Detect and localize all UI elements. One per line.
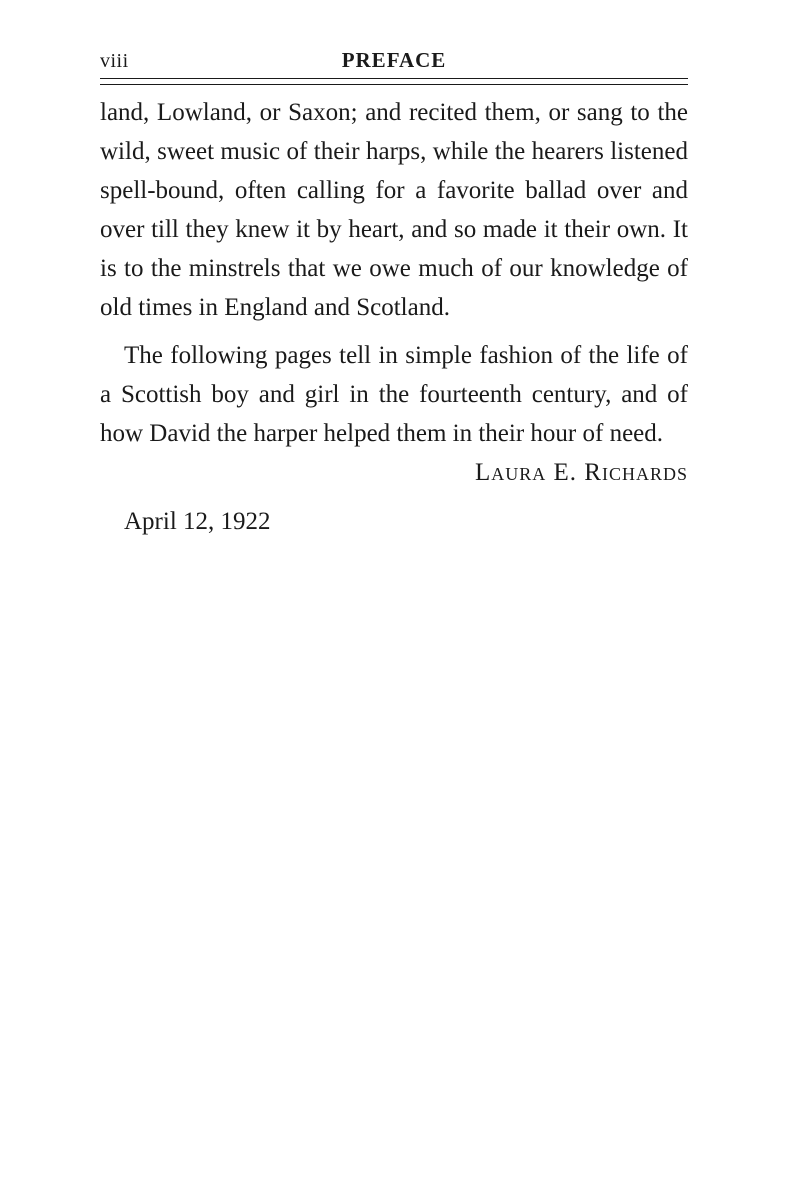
running-title: PREFACE xyxy=(341,48,447,72)
author-signature: Laura E. Richards xyxy=(475,459,688,486)
header-rule-top xyxy=(100,78,688,79)
paragraph-continued: land, Lowland, or Saxon; and recited them, or sang to the wild, sweet music of their harps, while the hearers listened spell-bound, often calling for a favorite ballad over and over till they knew it by heart, and so made it their own. It is to the minstrels that we owe much of our knowledge of old times in England and Scotland. xyxy=(100,99,688,321)
header-rule-bottom xyxy=(100,84,688,85)
preface-date: April 12, 1922 xyxy=(124,508,271,535)
page-number: viii xyxy=(100,50,129,72)
running-head xyxy=(100,46,688,76)
paragraph: The following pages tell in simple fashion of the life of a Scottish boy and girl in the fourteenth century, and of how David the harper helped them in their hour of need. xyxy=(100,342,688,447)
preface-text xyxy=(100,93,688,541)
book-page xyxy=(100,0,688,1200)
